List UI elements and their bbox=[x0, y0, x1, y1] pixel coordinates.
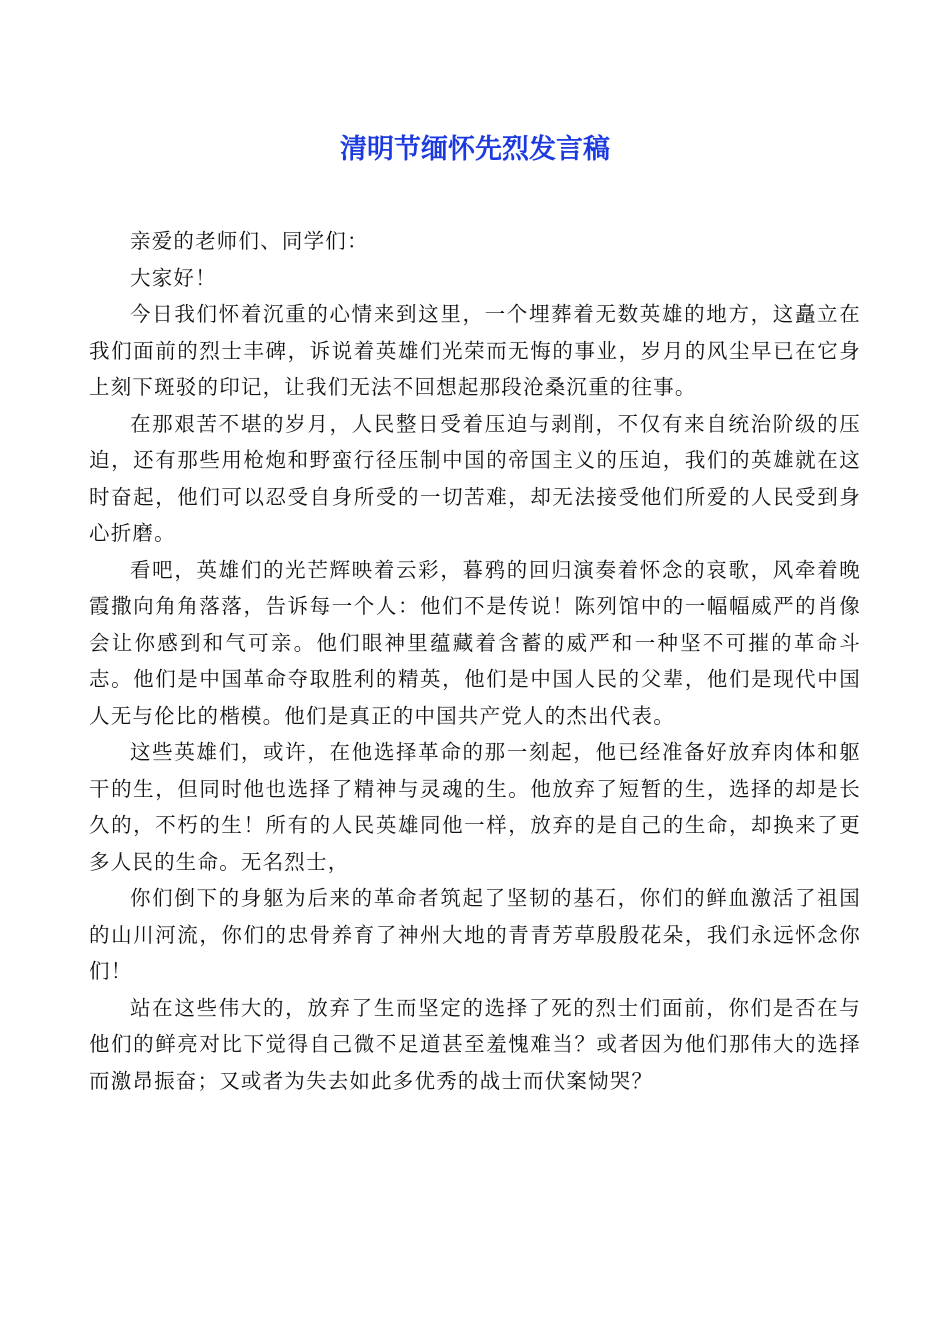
paragraph: 这些英雄们，或许，在他选择革命的那一刻起，他已经准备好放弃肉体和躯干的生，但同时他也选择了精神与灵魂的生。他放弃了短暂的生，选择的却是长久的，不朽的生！所有的人民英雄同他一样，放弃的是自己的生命，却换来了更多人民的生命。无名烈士， bbox=[89, 740, 861, 874]
paragraph: 在那艰苦不堪的岁月，人民整日受着压迫与剥削，不仅有来自统治阶级的压迫，还有那些用枪炮和野蛮行径压制中国的帝国主义的压迫，我们的英雄就在这时奋起，他们可以忍受自身所受的一切苦难，却无法接受他们所爱的人民受到身心折磨。 bbox=[89, 411, 861, 545]
salutation: 亲爱的老师们、同学们： bbox=[130, 229, 369, 253]
paragraph: 今日我们怀着沉重的心情来到这里，一个埋葬着无数英雄的地方，这矗立在我们面前的烈士丰碑，诉说着英雄们光荣而无悔的事业，岁月的风尘早已在它身上刻下斑驳的印记，让我们无法不回想起那段沧桑沉重的往事。 bbox=[89, 302, 861, 399]
paragraph: 站在这些伟大的，放弃了生而坚定的选择了死的烈士们面前，你们是否在与他们的鲜亮对比下觉得自己微不足道甚至羞愧难当？或者因为他们那伟大的选择而激昂振奋；又或者为失去如此多优秀的战士而伏案恸哭？ bbox=[89, 995, 861, 1093]
greeting: 大家好！ bbox=[130, 265, 217, 290]
paragraph: 你们倒下的身躯为后来的革命者筑起了坚韧的基石，你们的鲜血激活了祖国的山川河流，你们的忠骨养育了神州大地的青青芳草殷殷花朵，我们永远怀念你们！ bbox=[89, 886, 861, 983]
document-body bbox=[89, 223, 861, 1099]
document-title: 清明节缅怀先烈发言稿 bbox=[340, 134, 610, 165]
paragraph: 看吧，英雄们的光芒辉映着云彩，暮鸦的回归演奏着怀念的哀歌，风牵着晚霞撒向角角落落，告诉每一个人：他们不是传说！陈列馆中的一幅幅威严的肖像会让你感到和气可亲。他们眼神里蕴藏着含蓄的威严和一种坚不可摧的革命斗志。他们是中国革命夺取胜利的精英，他们是中国人民的父辈，他们是现代中国人无与伦比的楷模。他们是真正的中国共产党人的杰出代表。 bbox=[89, 557, 861, 728]
